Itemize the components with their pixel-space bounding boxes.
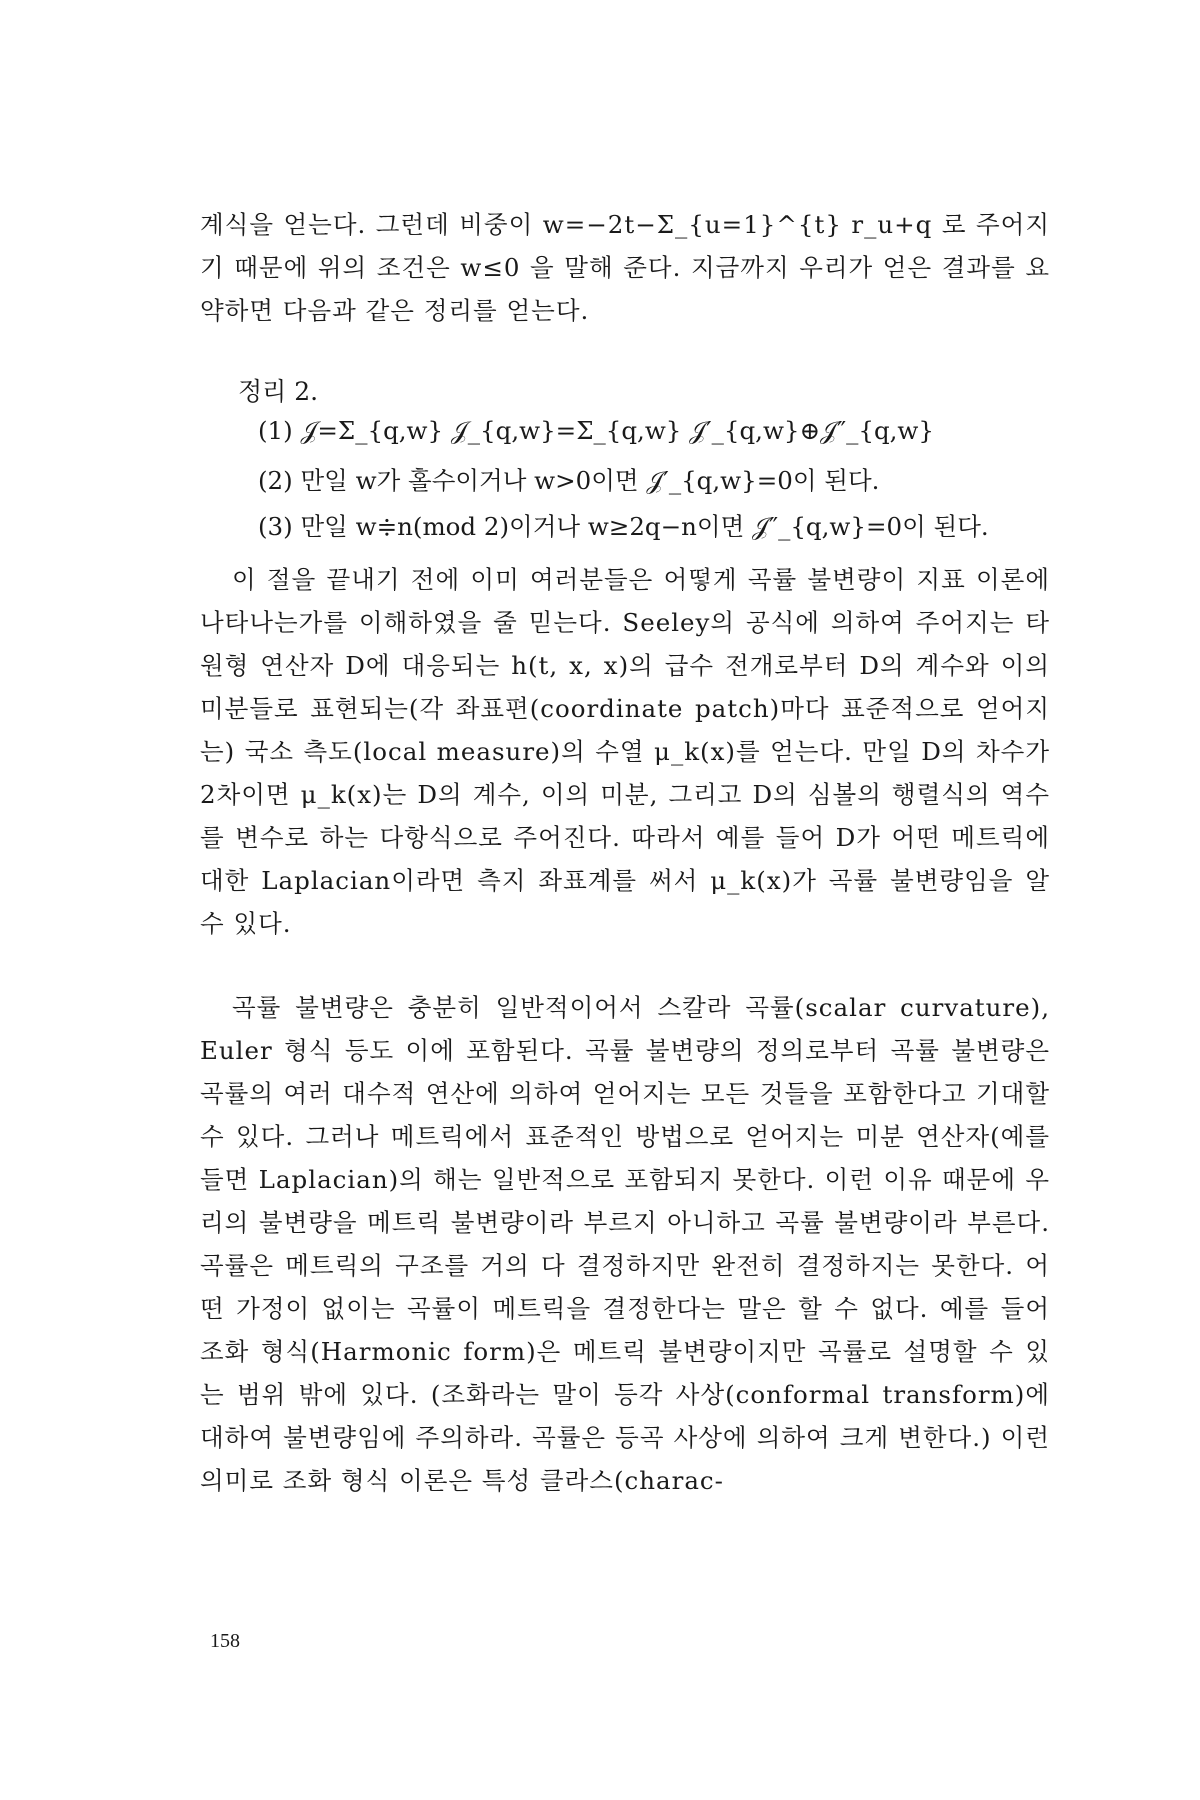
theorem-item-1: (1) 𝒥=Σ_{q,w} 𝒥_{q,w}=Σ_{q,w} 𝒥′_{q,w}⊕𝒥″_{q,w} [258,416,934,445]
paragraph-3: 곡률 불변량은 충분히 일반적이어서 스칼라 곡률(scalar curvature), Euler 형식 등도 이에 포함된다. 곡률 불변량의 정의로부터 곡률 불변량은 곡률의 여러 대수적 연산에 의하여 얻어지는 모든 것들을 포함한다고 기대할 수 있다. 그러나 메트릭에서 표준적인 방법으로 얻어지는 미분 연산자(예를 들면 Laplacian)의 해는 일반적으로 포함되지 못한다. 이런 이유 때문에 우리의 불변량을 메트릭 불변량이라 부르지 아니하고 곡률 불변량이라 부른다. 곡률은 메트릭의 구조를 거의 다 결정하지만 완전히 결정하지는 못한다. 어떤 가정이 없이는 곡률이 메트릭을 결정한다는 말은 할 수 없다. 예를 들어 조화 형식(Harmonic form)은 메트릭 불변량이지만 곡률로 설명할 수 있는 범위 밖에 있다. (조화라는 말이 등각 사상(conformal transform)에 대하여 불변량임에 주의하라. 곡률은 등곡 사상에 의하여 크게 변한다.) 이런 의미로 조화 형식 이론은 특성 클라스(charac- [200,993,1050,1495]
theorem-item-3: (3) 만일 w≑n(mod 2)이거나 w≥2q−n이면 𝒥″_{q,w}=0이 된다. [258,512,989,541]
theorem-item-2: (2) 만일 w가 홀수이거나 w>0이면 𝒥′_{q,w}=0이 된다. [258,466,880,495]
paragraph-2: 이 절을 끝내기 전에 이미 여러분들은 어떻게 곡률 불변량이 지표 이론에 나타나는가를 이해하였을 줄 믿는다. Seeley의 공식에 의하여 주어지는 타원형 연산자 D에 대응되는 h(t, x, x)의 급수 전개로부터 D의 계수와 이의 미분들로 표현되는(각 좌표편(coordinate patch)마다 표준적으로 얻어지는) 국소 측도(local measure)의 수열 μ_k(x)를 얻는다. 만일 D의 차수가 2차이면 μ_k(x)는 D의 계수, 이의 미분, 그리고 D의 심볼의 행렬식의 역수를 변수로 하는 다항식으로 주어진다. 따라서 예를 들어 D가 어떤 메트릭에 대한 Laplacian이라면 측지 좌표계를 써서 μ_k(x)가 곡률 불변량임을 알 수 있다. [200,565,1050,938]
paragraph-1: 계식을 얻는다. 그런데 비중이 w=−2t−Σ_{u=1}^{t} r_u+q 로 주어지기 때문에 위의 조건은 w≤0 을 말해 준다. 지금까지 우리가 얻은 결과를 요약하면 다음과 같은 정리를 얻는다. [200,210,1050,325]
theorem-title: 정리 2. [238,377,319,406]
page-number: 158 [210,1630,240,1652]
